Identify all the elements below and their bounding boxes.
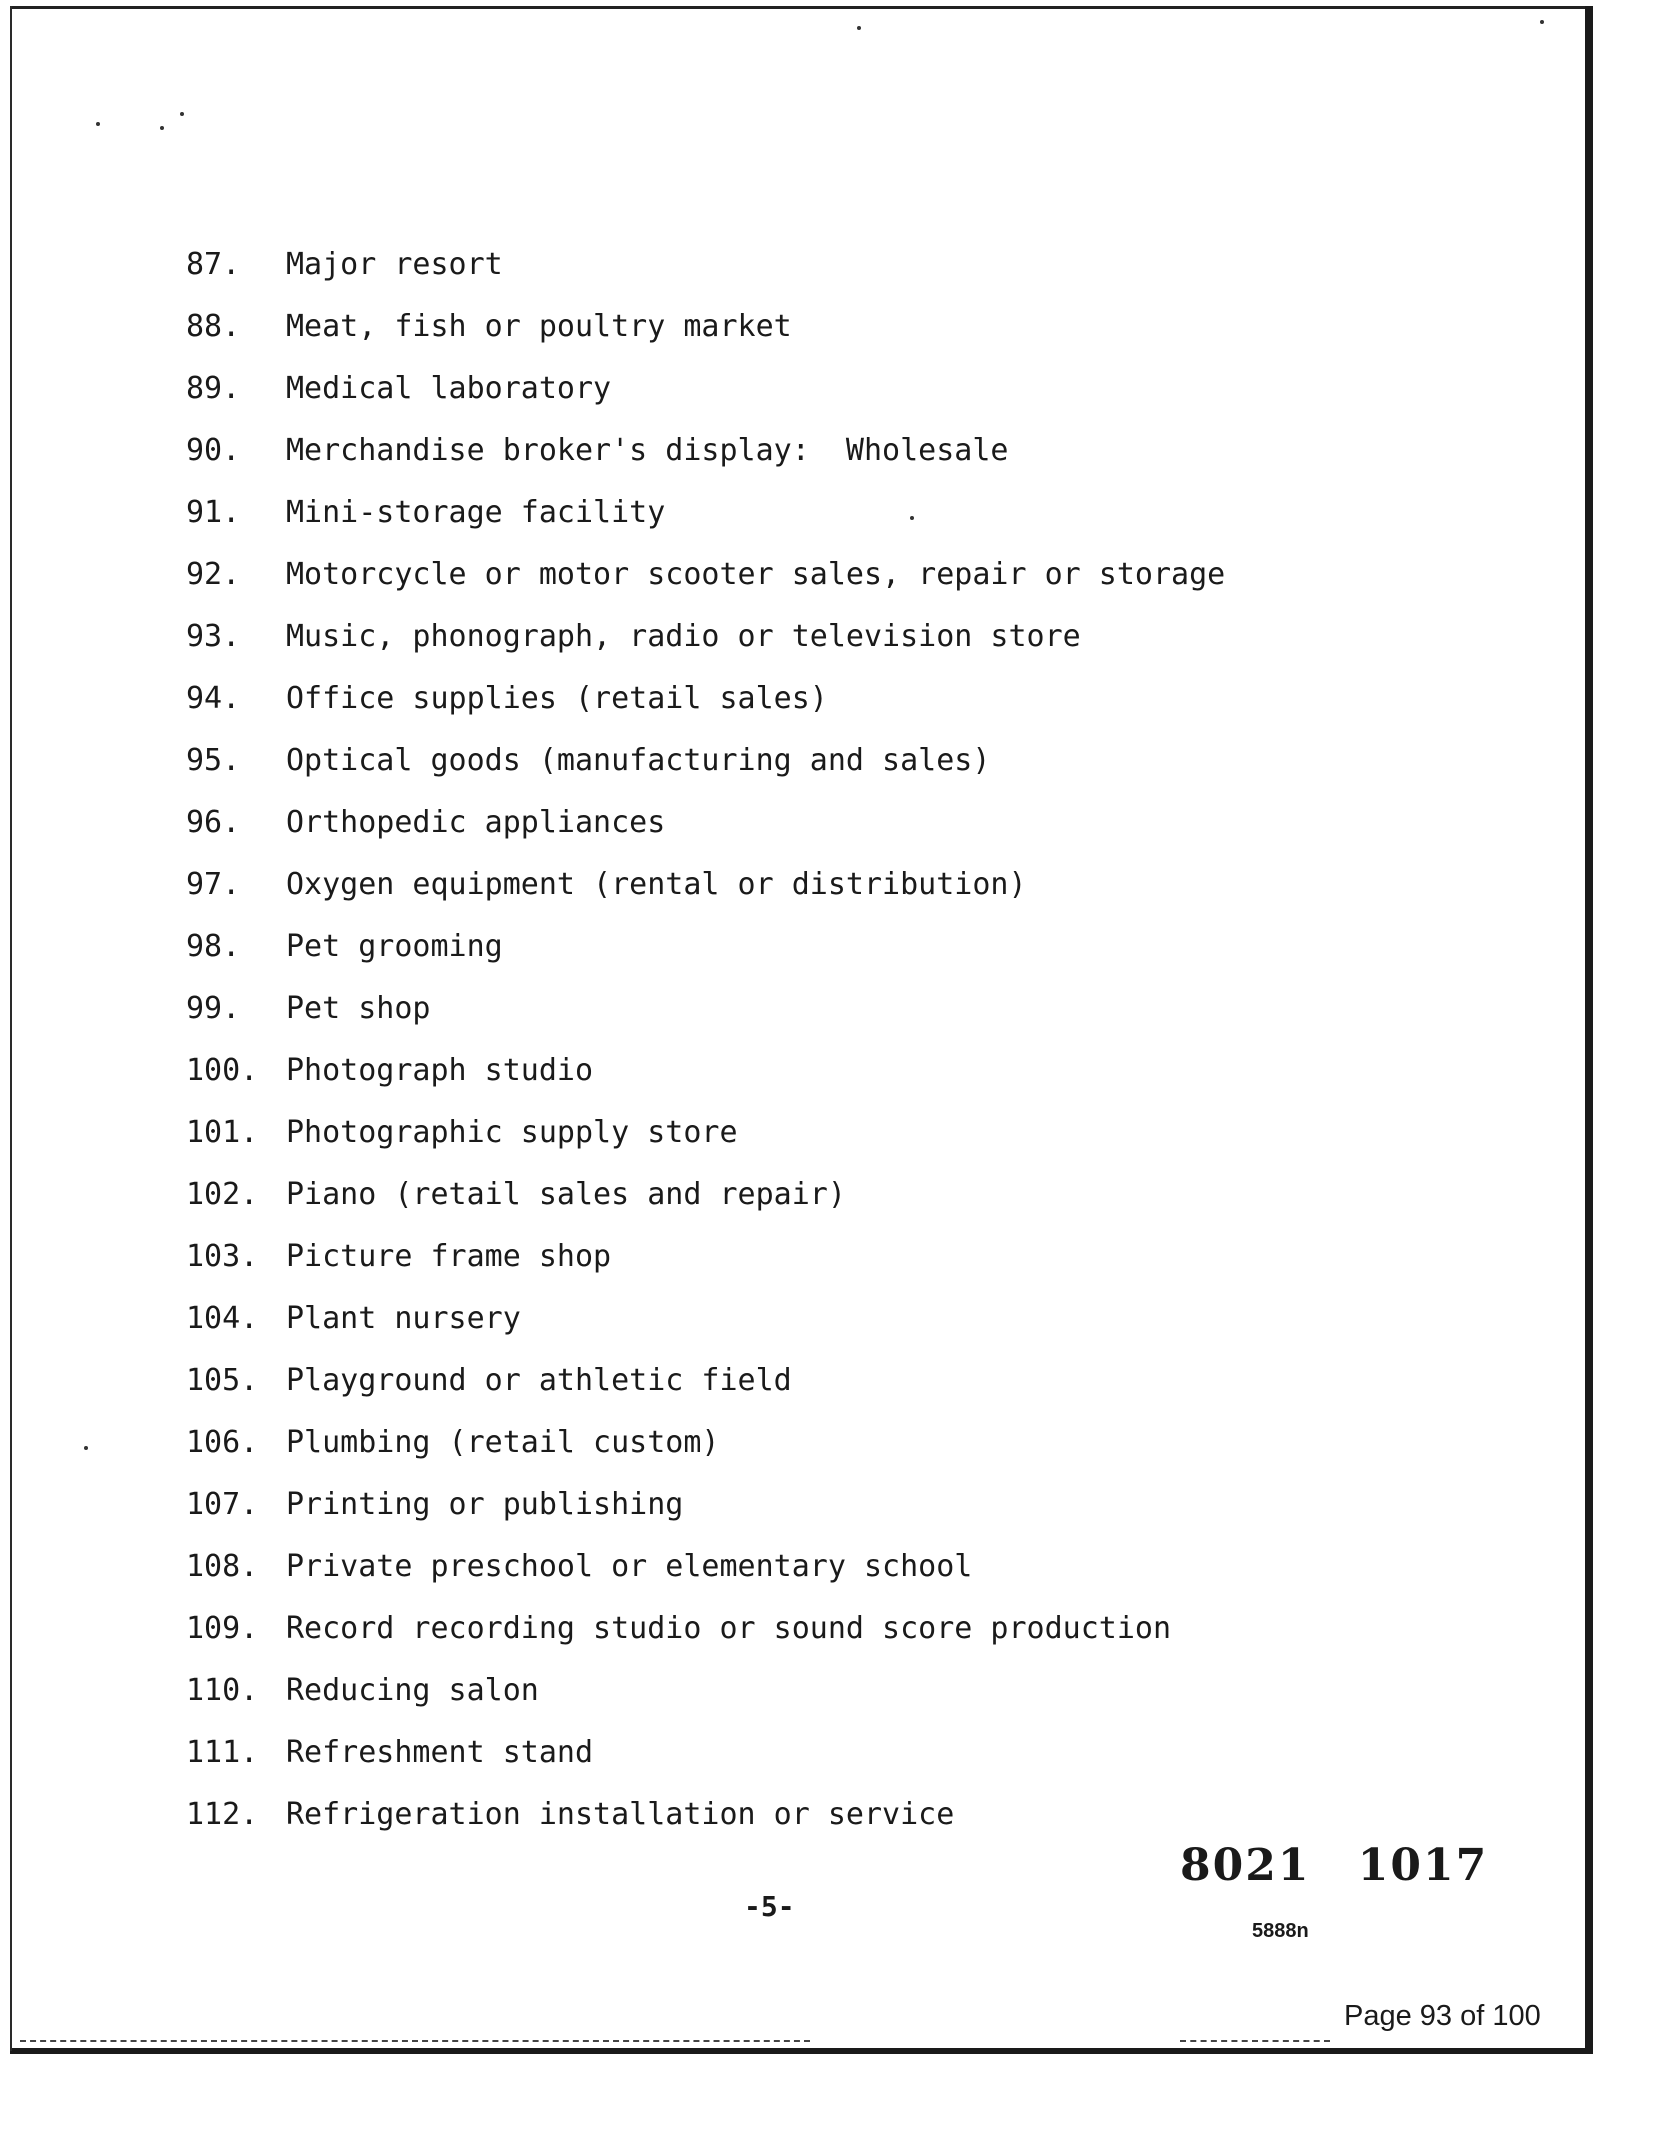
list-item — [186, 246, 1486, 308]
scan-speck — [84, 1446, 88, 1450]
page-border-bottom — [10, 2048, 1593, 2054]
page-of-total: Page 93 of 100 — [1344, 2000, 1541, 2032]
page-border-left — [10, 6, 12, 2051]
item-number: 103. — [186, 1239, 259, 1274]
item-number: 97. — [186, 867, 241, 902]
item-text: Picture frame shop — [286, 1239, 612, 1274]
item-number: 98. — [186, 929, 241, 964]
item-number: 89. — [186, 371, 241, 406]
item-number: 87. — [186, 247, 241, 282]
item-text: Oxygen equipment (rental or distribution) — [286, 867, 1027, 902]
scan-speck — [160, 126, 164, 130]
item-number: 88. — [186, 309, 241, 344]
item-text: Optical goods (manufacturing and sales) — [286, 743, 991, 778]
item-number: 104. — [186, 1301, 259, 1336]
item-text: Mini-storage facility — [286, 495, 666, 530]
list-item — [186, 680, 1486, 742]
scan-speck — [96, 122, 100, 126]
list-item — [186, 1114, 1486, 1176]
item-text: Pet shop — [286, 991, 431, 1026]
footer-dashed-line-left — [20, 2040, 810, 2042]
page-border-top — [10, 6, 1592, 9]
item-number: 93. — [186, 619, 241, 654]
item-number: 111. — [186, 1735, 259, 1770]
list-item — [186, 866, 1486, 928]
item-text: Medical laboratory — [286, 371, 612, 406]
item-text: Playground or athletic field — [286, 1363, 792, 1398]
item-text: Printing or publishing — [286, 1487, 684, 1522]
item-text: Refrigeration installation or service — [286, 1797, 955, 1832]
item-text: Refreshment stand — [286, 1735, 594, 1770]
item-number: 94. — [186, 681, 241, 716]
list-item — [186, 370, 1486, 432]
list-item — [186, 804, 1486, 866]
list-item — [186, 1424, 1486, 1486]
list-item — [186, 742, 1486, 804]
list-item — [186, 1052, 1486, 1114]
item-text: Piano (retail sales and repair) — [286, 1177, 846, 1212]
item-number: 92. — [186, 557, 241, 592]
list-item — [186, 308, 1486, 370]
item-text: Motorcycle or motor scooter sales, repair or storage — [286, 557, 1226, 592]
list-item — [186, 556, 1486, 618]
item-text: Plant nursery — [286, 1301, 521, 1336]
list-item — [186, 1672, 1486, 1734]
scan-speck — [1540, 20, 1544, 24]
item-number: 105. — [186, 1363, 259, 1398]
item-text: Reducing salon — [286, 1673, 539, 1708]
item-number: 96. — [186, 805, 241, 840]
page-number: -5- — [744, 1890, 795, 1923]
list-item — [186, 928, 1486, 990]
list-item — [186, 1734, 1486, 1796]
scan-speck — [857, 26, 861, 30]
page-border-right — [1585, 6, 1593, 2054]
item-number: 108. — [186, 1549, 259, 1584]
list-item — [186, 1300, 1486, 1362]
small-document-code: 5888n — [1252, 1920, 1309, 1942]
item-text: Plumbing (retail custom) — [286, 1425, 720, 1460]
list-item — [186, 1362, 1486, 1424]
list-item — [186, 990, 1486, 1052]
item-number: 90. — [186, 433, 241, 468]
item-text: Pet grooming — [286, 929, 503, 964]
item-text: Private preschool or elementary school — [286, 1549, 973, 1584]
item-number: 100. — [186, 1053, 259, 1088]
item-text: Photograph studio — [286, 1053, 594, 1088]
item-text: Record recording studio or sound score production — [286, 1611, 1172, 1646]
item-number: 112. — [186, 1797, 259, 1832]
list-item — [186, 618, 1486, 680]
item-number: 99. — [186, 991, 241, 1026]
item-text: Orthopedic appliances — [286, 805, 666, 840]
list-item — [186, 1548, 1486, 1610]
item-number: 107. — [186, 1487, 259, 1522]
list-item — [186, 1238, 1486, 1300]
item-number: 95. — [186, 743, 241, 778]
item-number: 106. — [186, 1425, 259, 1460]
item-number: 91. — [186, 495, 241, 530]
list-item — [186, 1610, 1486, 1672]
list-item — [186, 1176, 1486, 1238]
item-number: 102. — [186, 1177, 259, 1212]
document-code: 8021 1017 — [1180, 1840, 1489, 1891]
scan-speck — [180, 112, 184, 116]
item-number: 110. — [186, 1673, 259, 1708]
list-item — [186, 1486, 1486, 1548]
item-text: Merchandise broker's display: Wholesale — [286, 433, 1009, 468]
item-text: Photographic supply store — [286, 1115, 738, 1150]
item-text: Office supplies (retail sales) — [286, 681, 828, 716]
item-text: Major resort — [286, 247, 503, 282]
footer-dashed-line-right — [1180, 2040, 1330, 2042]
list-item — [186, 432, 1486, 494]
item-text: Music, phonograph, radio or television store — [286, 619, 1081, 654]
item-number: 109. — [186, 1611, 259, 1646]
item-text: Meat, fish or poultry market — [286, 309, 792, 344]
list-item — [186, 494, 1486, 556]
item-number: 101. — [186, 1115, 259, 1150]
business-use-list — [186, 246, 1486, 1858]
